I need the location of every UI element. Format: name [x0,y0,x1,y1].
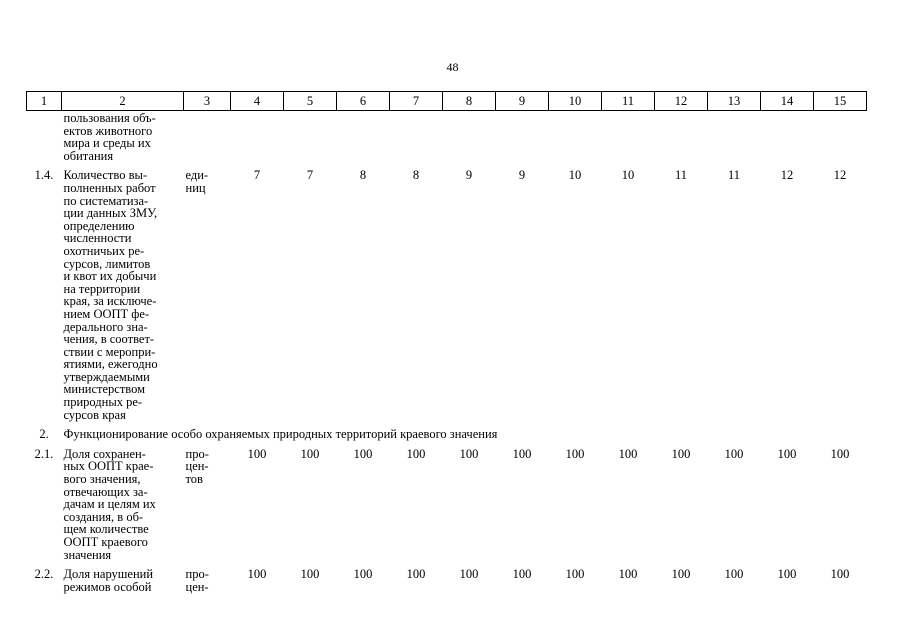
table-row-continuation [27,111,867,163]
value-cell: 10 [621,168,635,183]
value-cell: 100 [353,446,373,461]
column-header: 5 [284,92,337,111]
unit-cell: про- цен- [185,567,209,594]
value-cell: 100 [300,567,320,582]
indicator-name: Доля нарушений режимов особой [63,567,154,594]
unit-cell: еди- ниц [185,168,209,195]
value-cell: 100 [618,446,638,461]
column-header: 2 [62,92,184,111]
value-cell: 100 [565,446,585,461]
value-cell: 12 [780,168,794,183]
indicators-table [26,91,867,593]
row-code: 2.1. [34,446,54,461]
column-header: 6 [337,92,390,111]
value-cell: 7 [253,168,261,183]
value-cell: 100 [459,567,479,582]
column-header: 9 [496,92,549,111]
value-cell: 100 [406,446,426,461]
value-cell: 11 [727,168,741,183]
value-cell: 100 [247,446,267,461]
column-header: 15 [814,92,867,111]
column-header: 13 [708,92,761,111]
value-cell: 100 [300,446,320,461]
column-header: 14 [761,92,814,111]
value-cell: 100 [671,446,691,461]
value-cell: 100 [353,567,373,582]
value-cell: 100 [406,567,426,582]
value-cell: 100 [724,446,744,461]
value-cell: 9 [465,168,473,183]
column-header: 7 [390,92,443,111]
value-cell: 100 [777,567,797,582]
column-header: 8 [443,92,496,111]
value-cell: 7 [306,168,314,183]
section-title: Функционирование особо охраняемых природных территорий краевого значения [63,427,498,442]
table-row [27,561,867,593]
value-cell: 100 [671,567,691,582]
table-row [27,441,867,561]
value-cell: 100 [830,567,850,582]
column-header: 10 [549,92,602,111]
value-cell: 100 [512,567,532,582]
column-header: 12 [655,92,708,111]
value-cell: 100 [565,567,585,582]
unit-cell: про- цен- тов [185,446,209,487]
value-cell: 9 [518,168,526,183]
table-row [27,162,867,421]
value-cell: 100 [830,446,850,461]
column-header: 1 [27,92,62,111]
value-cell: 100 [459,446,479,461]
value-cell: 8 [412,168,420,183]
column-header: 3 [184,92,231,111]
value-cell: 11 [674,168,688,183]
indicator-name: пользования объ- ектов животного мира и среды их обитания [63,111,156,163]
indicator-name: Количество вы- полненных работ по систематиза- ции данных ЗМУ, определению численности охотничьих ре- сурсов, лимитов и квот их добычи на территории края, за исключе- нием ООПТ фе- дерального зна- чения, в соответ- ствии с меропри- ятиями, ежегодно утверждаемыми министерством природных ре- сурсов края [63,168,158,422]
value-cell: 100 [724,567,744,582]
value-cell: 100 [247,567,267,582]
page-number: 48 [446,60,459,74]
column-header: 11 [602,92,655,111]
row-code: 1.4. [34,168,54,183]
column-header: 4 [231,92,284,111]
table-header-row [27,92,867,111]
row-code: 2.2. [34,567,54,582]
value-cell: 100 [777,446,797,461]
value-cell: 8 [359,168,367,183]
value-cell: 10 [568,168,582,183]
section-code: 2. [39,427,49,442]
value-cell: 12 [833,168,847,183]
section-row [27,421,867,441]
value-cell: 100 [618,567,638,582]
value-cell: 100 [512,446,532,461]
indicator-name: Доля сохранен- ных ООПТ крае- вого значения, отвечающих за- дачам и целям их создания, в об- щем количестве ООПТ краевого значения [63,446,156,562]
